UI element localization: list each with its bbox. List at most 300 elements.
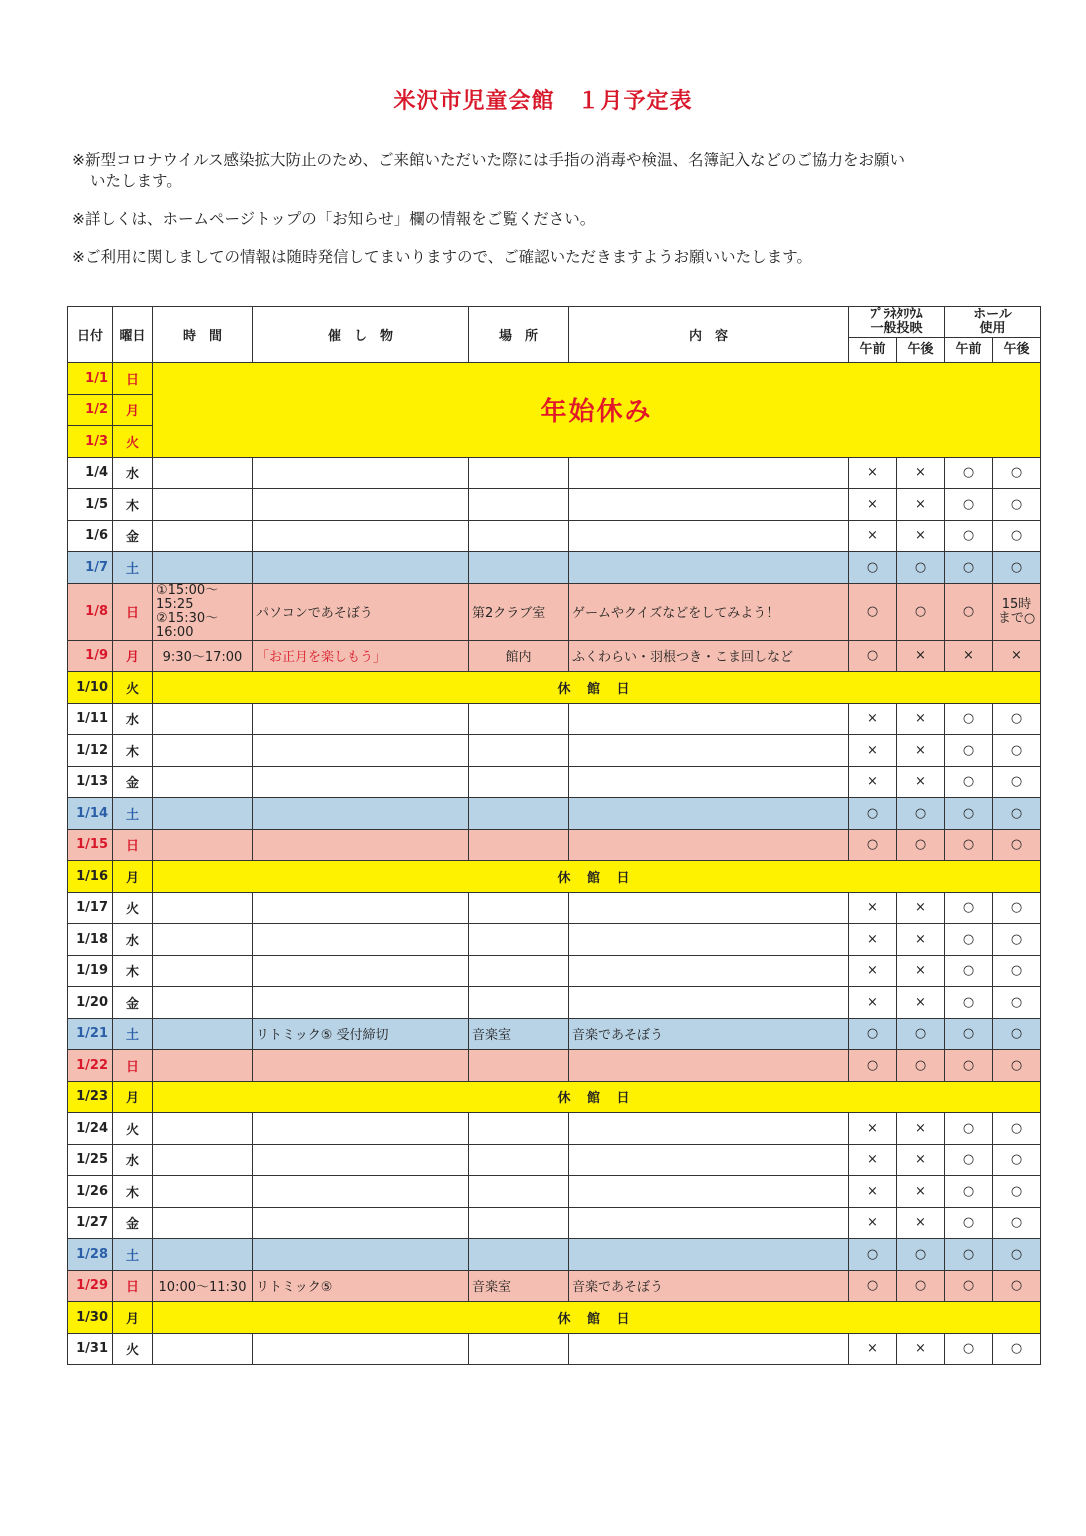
table-row: [68, 1270, 1041, 1302]
planetarium-am-cell: ×: [849, 703, 897, 735]
content-cell: [569, 766, 849, 798]
planetarium-am-cell: ○: [849, 829, 897, 861]
place-cell: [469, 987, 569, 1019]
time-cell: [153, 1144, 253, 1176]
hall-pm-cell: ○: [993, 1144, 1041, 1176]
closed-day-cell: 休 館 日: [153, 1302, 1041, 1334]
planetarium-am-cell: ×: [849, 766, 897, 798]
hall-am-cell: ○: [945, 1239, 993, 1271]
planetarium-am-cell: ×: [849, 1207, 897, 1239]
table-row: [68, 1018, 1041, 1050]
planetarium-am-cell: ○: [849, 1050, 897, 1082]
date-cell: 1/15: [68, 829, 113, 861]
time-cell: [153, 1050, 253, 1082]
date-cell: 1/14: [68, 798, 113, 830]
time-cell: 9:30～17:00: [153, 640, 253, 672]
date-cell: 1/10: [68, 672, 113, 704]
planetarium-pm-cell: ×: [897, 1113, 945, 1145]
hall-am-cell: ○: [945, 735, 993, 767]
hall-pm-cell: ○: [993, 1207, 1041, 1239]
content-cell: [569, 735, 849, 767]
hall-pm-cell: 15時 まで○: [993, 583, 1041, 640]
planetarium-am-cell: ×: [849, 520, 897, 552]
place-cell: [469, 1207, 569, 1239]
header-row: [68, 307, 1041, 338]
header-planetarium-am: 午前: [849, 338, 897, 363]
planetarium-am-cell: ×: [849, 987, 897, 1019]
table-row: [68, 520, 1041, 552]
hall-am-cell: ○: [945, 703, 993, 735]
time-cell: [153, 703, 253, 735]
dow-cell: 木: [113, 735, 153, 767]
table-row: [68, 1302, 1041, 1334]
dow-cell: 月: [113, 1081, 153, 1113]
place-cell: [469, 1050, 569, 1082]
content-cell: [569, 1239, 849, 1271]
dow-cell: 水: [113, 924, 153, 956]
dow-cell: 金: [113, 520, 153, 552]
header-hall-am: 午前: [945, 338, 993, 363]
hall-am-cell: ○: [945, 1050, 993, 1082]
planetarium-am-cell: ×: [849, 955, 897, 987]
content-cell: [569, 955, 849, 987]
planetarium-pm-cell: ○: [897, 1239, 945, 1271]
content-cell: [569, 924, 849, 956]
event-cell: [253, 766, 469, 798]
hall-pm-cell: ○: [993, 829, 1041, 861]
time-cell: [153, 457, 253, 489]
table-row: [68, 892, 1041, 924]
content-cell: [569, 457, 849, 489]
closed-day-cell: 休 館 日: [153, 861, 1041, 893]
date-cell: 1/31: [68, 1333, 113, 1365]
table-row: [68, 766, 1041, 798]
time-cell: [153, 987, 253, 1019]
dow-cell: 火: [113, 1113, 153, 1145]
hall-pm-cell: ○: [993, 735, 1041, 767]
table-row: [68, 363, 1041, 395]
hall-pm-cell: ○: [993, 766, 1041, 798]
date-cell: 1/9: [68, 640, 113, 672]
header-date: 日付: [68, 307, 113, 363]
event-cell: [253, 892, 469, 924]
time-cell: [153, 1333, 253, 1365]
table-row: [68, 1081, 1041, 1113]
date-cell: 1/22: [68, 1050, 113, 1082]
dow-cell: 日: [113, 1050, 153, 1082]
dow-cell: 月: [113, 394, 153, 426]
planetarium-am-cell: ○: [849, 583, 897, 640]
planetarium-pm-cell: ○: [897, 1050, 945, 1082]
hall-pm-cell: ○: [993, 924, 1041, 956]
table-row: [68, 735, 1041, 767]
dow-cell: 火: [113, 892, 153, 924]
dow-cell: 月: [113, 1302, 153, 1334]
table-row: [68, 640, 1041, 672]
hall-pm-cell: ○: [993, 1333, 1041, 1365]
planetarium-am-cell: ×: [849, 924, 897, 956]
planetarium-pm-cell: ○: [897, 1270, 945, 1302]
event-cell: リトミック⑤ 受付締切: [253, 1018, 469, 1050]
content-cell: [569, 1144, 849, 1176]
date-cell: 1/3: [68, 426, 113, 458]
time-cell: [153, 1176, 253, 1208]
hall-pm-cell: ○: [993, 987, 1041, 1019]
planetarium-pm-cell: ○: [897, 798, 945, 830]
table-row: [68, 987, 1041, 1019]
table-row: [68, 829, 1041, 861]
hall-am-cell: ○: [945, 1144, 993, 1176]
planetarium-am-cell: ○: [849, 1270, 897, 1302]
place-cell: [469, 457, 569, 489]
place-cell: [469, 735, 569, 767]
table-row: [68, 861, 1041, 893]
time-cell: [153, 552, 253, 584]
content-cell: [569, 520, 849, 552]
table-row: [68, 955, 1041, 987]
hall-am-cell: ○: [945, 1333, 993, 1365]
time-cell: [153, 735, 253, 767]
hall-am-cell: ○: [945, 798, 993, 830]
planetarium-am-cell: ×: [849, 457, 897, 489]
header-hall-label: ホール: [973, 307, 1012, 322]
hall-am-cell: ○: [945, 1270, 993, 1302]
time-cell: [153, 829, 253, 861]
event-cell: リトミック⑤: [253, 1270, 469, 1302]
header-hall: [945, 307, 1041, 338]
event-cell: 「お正月を楽しもう」: [253, 640, 469, 672]
content-cell: 音楽であそぼう: [569, 1270, 849, 1302]
place-cell: [469, 552, 569, 584]
place-cell: [469, 1144, 569, 1176]
dow-cell: 水: [113, 457, 153, 489]
notice-text: ※詳しくは、ホームページトップの「お知らせ」欄の情報をご覧ください。: [72, 210, 596, 228]
table-row: [68, 583, 1041, 640]
hall-pm-cell: ○: [993, 457, 1041, 489]
hall-am-cell: ○: [945, 766, 993, 798]
content-cell: [569, 1333, 849, 1365]
place-cell: 館内: [469, 640, 569, 672]
schedule-table: [67, 306, 1041, 1365]
hall-pm-cell: ○: [993, 892, 1041, 924]
place-cell: [469, 489, 569, 521]
content-cell: ふくわらい・羽根つき・こま回しなど: [569, 640, 849, 672]
hall-pm-cell: ○: [993, 489, 1041, 521]
planetarium-pm-cell: ○: [897, 552, 945, 584]
header-dow: 曜日: [113, 307, 153, 363]
planetarium-pm-cell: ×: [897, 640, 945, 672]
planetarium-pm-cell: ×: [897, 766, 945, 798]
hall-pm-cell: ○: [993, 520, 1041, 552]
new-year-holiday-cell: [153, 363, 1041, 458]
date-cell: 1/25: [68, 1144, 113, 1176]
planetarium-pm-cell: ×: [897, 924, 945, 956]
date-cell: 1/18: [68, 924, 113, 956]
time-cell: [153, 1207, 253, 1239]
hall-pm-cell: ○: [993, 1113, 1041, 1145]
date-cell: 1/20: [68, 987, 113, 1019]
header-planetarium-pm: 午後: [897, 338, 945, 363]
place-cell: 音楽室: [469, 1270, 569, 1302]
date-cell: 1/5: [68, 489, 113, 521]
dow-cell: 火: [113, 672, 153, 704]
table-row: [68, 1239, 1041, 1271]
planetarium-pm-cell: ×: [897, 1176, 945, 1208]
event-cell: [253, 924, 469, 956]
planetarium-pm-cell: ×: [897, 703, 945, 735]
header-time: 時 間: [153, 307, 253, 363]
planetarium-pm-cell: ×: [897, 987, 945, 1019]
content-cell: [569, 1207, 849, 1239]
dow-cell: 日: [113, 1270, 153, 1302]
dow-cell: 木: [113, 955, 153, 987]
planetarium-pm-cell: ×: [897, 1333, 945, 1365]
dow-cell: 土: [113, 1239, 153, 1271]
event-cell: [253, 489, 469, 521]
hall-am-cell: ○: [945, 892, 993, 924]
new-year-holiday-label: 年始休み: [540, 397, 653, 428]
planetarium-am-cell: ○: [849, 552, 897, 584]
content-cell: [569, 552, 849, 584]
hall-am-cell: ○: [945, 583, 993, 640]
closed-day-cell: 休 館 日: [153, 672, 1041, 704]
date-cell: 1/6: [68, 520, 113, 552]
date-cell: 1/30: [68, 1302, 113, 1334]
content-cell: [569, 892, 849, 924]
event-cell: [253, 1333, 469, 1365]
date-cell: 1/2: [68, 394, 113, 426]
place-cell: [469, 829, 569, 861]
table-row: [68, 1144, 1041, 1176]
hall-pm-cell: ○: [993, 1050, 1041, 1082]
place-cell: [469, 1176, 569, 1208]
dow-cell: 火: [113, 1333, 153, 1365]
place-cell: [469, 703, 569, 735]
date-cell: 1/16: [68, 861, 113, 893]
date-cell: 1/26: [68, 1176, 113, 1208]
hall-pm-cell: ○: [993, 552, 1041, 584]
event-cell: [253, 735, 469, 767]
date-cell: 1/24: [68, 1113, 113, 1145]
planetarium-pm-cell: ×: [897, 892, 945, 924]
table-row: [68, 798, 1041, 830]
event-cell: [253, 1050, 469, 1082]
dow-cell: 金: [113, 766, 153, 798]
hall-am-cell: ○: [945, 1113, 993, 1145]
hall-am-cell: ○: [945, 552, 993, 584]
time-cell: [153, 1018, 253, 1050]
event-cell: [253, 1113, 469, 1145]
dow-cell: 土: [113, 1018, 153, 1050]
place-cell: 第2クラブ室: [469, 583, 569, 640]
planetarium-pm-cell: ○: [897, 829, 945, 861]
planetarium-pm-cell: ×: [897, 1144, 945, 1176]
hall-pm-cell: ○: [993, 703, 1041, 735]
table-row: [68, 672, 1041, 704]
table-row: [68, 1207, 1041, 1239]
notice-item: [72, 247, 1042, 268]
header-hall-sub: 使用: [979, 321, 1006, 336]
hall-pm-cell: ○: [993, 798, 1041, 830]
page-title: 米沢市児童会館 １月予定表: [393, 89, 693, 114]
table-row: [68, 489, 1041, 521]
dow-cell: 水: [113, 1144, 153, 1176]
date-cell: 1/21: [68, 1018, 113, 1050]
planetarium-am-cell: ○: [849, 640, 897, 672]
time-cell: ①15:00～15:25 ②15:30～16:00: [153, 583, 253, 640]
notice-item: [72, 150, 1042, 192]
notice-text-continued: いたします。: [90, 172, 182, 190]
hall-am-cell: ○: [945, 1018, 993, 1050]
place-cell: [469, 1239, 569, 1271]
event-cell: [253, 552, 469, 584]
content-cell: [569, 1113, 849, 1145]
event-cell: [253, 1207, 469, 1239]
dow-cell: 木: [113, 1176, 153, 1208]
event-cell: [253, 520, 469, 552]
content-cell: [569, 829, 849, 861]
event-cell: [253, 829, 469, 861]
time-cell: [153, 955, 253, 987]
date-cell: 1/23: [68, 1081, 113, 1113]
content-cell: [569, 987, 849, 1019]
dow-cell: 日: [113, 829, 153, 861]
date-cell: 1/17: [68, 892, 113, 924]
place-cell: [469, 955, 569, 987]
place-cell: [469, 1113, 569, 1145]
table-row: [68, 1176, 1041, 1208]
content-cell: [569, 489, 849, 521]
header-event: 催 し 物: [253, 307, 469, 363]
notice-list: [72, 150, 1042, 285]
hall-am-cell: ○: [945, 1207, 993, 1239]
hall-pm-cell: ○: [993, 1239, 1041, 1271]
planetarium-am-cell: ×: [849, 892, 897, 924]
place-cell: [469, 520, 569, 552]
planetarium-am-cell: ○: [849, 1018, 897, 1050]
hall-am-cell: ○: [945, 457, 993, 489]
date-cell: 1/13: [68, 766, 113, 798]
dow-cell: 土: [113, 798, 153, 830]
content-cell: 音楽であそぼう: [569, 1018, 849, 1050]
planetarium-pm-cell: ×: [897, 735, 945, 767]
header-planetarium-label: ﾌﾟﾗﾈﾀﾘｳﾑ: [870, 307, 923, 322]
dow-cell: 火: [113, 426, 153, 458]
event-cell: [253, 1239, 469, 1271]
table-row: [68, 457, 1041, 489]
hall-am-cell: ○: [945, 987, 993, 1019]
time-cell: [153, 924, 253, 956]
place-cell: [469, 766, 569, 798]
time-cell: [153, 489, 253, 521]
date-cell: 1/7: [68, 552, 113, 584]
date-cell: 1/29: [68, 1270, 113, 1302]
planetarium-pm-cell: ×: [897, 955, 945, 987]
content-cell: [569, 703, 849, 735]
planetarium-am-cell: ○: [849, 1239, 897, 1271]
dow-cell: 木: [113, 489, 153, 521]
date-cell: 1/1: [68, 363, 113, 395]
table-row: [68, 1113, 1041, 1145]
time-cell: [153, 766, 253, 798]
planetarium-am-cell: ×: [849, 1176, 897, 1208]
time-cell: [153, 1239, 253, 1271]
place-cell: 音楽室: [469, 1018, 569, 1050]
time-cell: [153, 798, 253, 830]
hall-am-cell: ○: [945, 955, 993, 987]
header-content: 内 容: [569, 307, 849, 363]
event-cell: [253, 457, 469, 489]
hall-am-cell: ×: [945, 640, 993, 672]
event-cell: [253, 955, 469, 987]
content-cell: [569, 1050, 849, 1082]
date-cell: 1/8: [68, 583, 113, 640]
planetarium-pm-cell: ○: [897, 583, 945, 640]
hall-am-cell: ○: [945, 489, 993, 521]
dow-cell: 水: [113, 703, 153, 735]
event-cell: [253, 703, 469, 735]
date-cell: 1/4: [68, 457, 113, 489]
notice-text: ※新型コロナウイルス感染拡大防止のため、ご来館いただいた際には手指の消毒や検温、名簿記入などのご協力をお願い: [72, 151, 905, 169]
event-cell: [253, 987, 469, 1019]
content-cell: [569, 798, 849, 830]
notice-text: ※ご利用に関しましての情報は随時発信してまいりますので、ご確認いただきますようお願いいたします。: [72, 248, 812, 266]
table-row: [68, 703, 1041, 735]
hall-pm-cell: ○: [993, 1018, 1041, 1050]
date-cell: 1/12: [68, 735, 113, 767]
closed-day-cell: 休 館 日: [153, 1081, 1041, 1113]
content-cell: ゲームやクイズなどをしてみよう！: [569, 583, 849, 640]
header-hall-pm: 午後: [993, 338, 1041, 363]
dow-cell: 日: [113, 583, 153, 640]
dow-cell: 金: [113, 1207, 153, 1239]
place-cell: [469, 892, 569, 924]
planetarium-am-cell: ○: [849, 798, 897, 830]
event-cell: パソコンであそぼう: [253, 583, 469, 640]
header-place: 場 所: [469, 307, 569, 363]
planetarium-pm-cell: ×: [897, 520, 945, 552]
table-row: [68, 1333, 1041, 1365]
event-cell: [253, 1144, 469, 1176]
place-cell: [469, 798, 569, 830]
date-cell: 1/28: [68, 1239, 113, 1271]
dow-cell: 金: [113, 987, 153, 1019]
time-cell: [153, 892, 253, 924]
date-cell: 1/11: [68, 703, 113, 735]
planetarium-pm-cell: ×: [897, 489, 945, 521]
planetarium-am-cell: ×: [849, 1144, 897, 1176]
hall-am-cell: ○: [945, 520, 993, 552]
dow-cell: 日: [113, 363, 153, 395]
hall-pm-cell: ○: [993, 1270, 1041, 1302]
planetarium-pm-cell: ○: [897, 1018, 945, 1050]
hall-am-cell: ○: [945, 924, 993, 956]
header-planetarium: [849, 307, 945, 338]
time-cell: [153, 520, 253, 552]
table-row: [68, 552, 1041, 584]
hall-pm-cell: ○: [993, 955, 1041, 987]
planetarium-am-cell: ×: [849, 1333, 897, 1365]
table-row: [68, 1050, 1041, 1082]
date-cell: 1/19: [68, 955, 113, 987]
dow-cell: 土: [113, 552, 153, 584]
date-cell: 1/27: [68, 1207, 113, 1239]
hall-am-cell: ○: [945, 1176, 993, 1208]
planetarium-am-cell: ×: [849, 735, 897, 767]
event-cell: [253, 1176, 469, 1208]
planetarium-am-cell: ×: [849, 489, 897, 521]
hall-pm-cell: ○: [993, 1176, 1041, 1208]
